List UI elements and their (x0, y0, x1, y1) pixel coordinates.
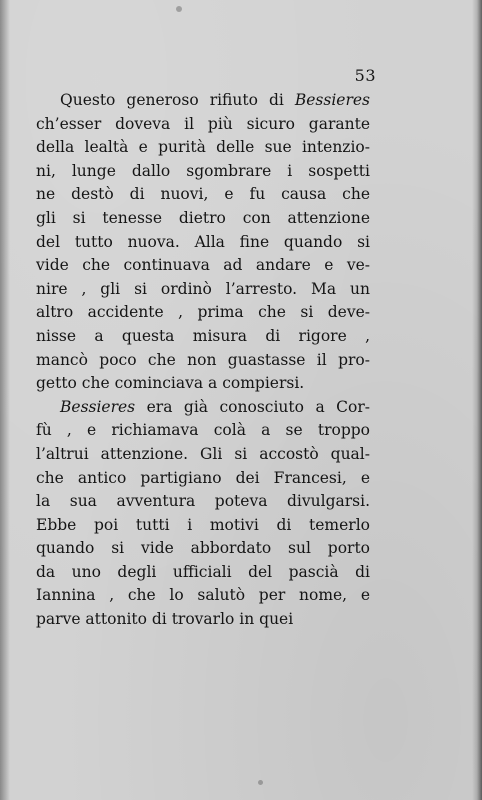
text-run: fù , e richiamava colà a se troppo (36, 421, 370, 440)
text-line (36, 467, 370, 491)
text-run: nire , gli si ordinò l’arresto. Ma un (36, 279, 370, 298)
text-line (36, 254, 370, 278)
body-text (36, 89, 370, 632)
text-line (36, 278, 370, 302)
text-line (36, 89, 370, 113)
text-run: ch’esser doveva il più sicuro garante (36, 114, 370, 133)
text-run: la sua avventura poteva divulgarsi. (36, 492, 370, 511)
text-run: gli si tenesse dietro con attenzione (36, 208, 370, 227)
text-line (36, 514, 370, 538)
page-gutter-shadow (0, 0, 10, 800)
page-edge-shadow (472, 0, 482, 800)
text-line (36, 325, 370, 349)
text-line (36, 584, 370, 608)
text-run: mancò poco che non guastasse il pro- (36, 350, 370, 369)
paper-blemish (176, 6, 182, 12)
text-line (36, 537, 370, 561)
text-run: era già conosciuto a Cor- (135, 397, 370, 416)
text-line (36, 396, 370, 420)
text-run: Questo generoso rifiuto di (60, 91, 295, 109)
text-line (36, 443, 370, 467)
page-number: 53 (354, 66, 376, 85)
text-run: getto che cominciava a compiersi. (36, 374, 305, 393)
paper-blemish (258, 780, 263, 785)
text-line (36, 160, 370, 184)
text-run: che antico partigiano dei Francesi, e (36, 468, 370, 487)
text-line (36, 419, 370, 443)
text-line (36, 136, 370, 160)
text-line (36, 608, 370, 632)
text-run: Ebbe poi tutti i motivi di temerlo (36, 515, 370, 534)
text-run: nisse a questa misura di rigore , (36, 326, 370, 345)
text-run: vide che continuava ad andare e ve- (36, 256, 370, 275)
text-run: l’altrui attenzione. Gli si accostò qual- (36, 444, 370, 463)
text-run: Iannina , che lo salutò per nome, e (36, 586, 370, 605)
text-run: quando si vide abbordato sul porto (36, 539, 370, 558)
italic-name: Bessieres (294, 91, 370, 109)
text-run: da uno degli ufficiali del pascià di (36, 562, 370, 581)
text-run: ne destò di nuovi, e fu causa che (36, 185, 370, 204)
text-line (36, 490, 370, 514)
text-line (36, 231, 370, 255)
text-run: del tutto nuova. Alla fine quando si (36, 232, 370, 251)
italic-name: Bessieres (60, 397, 136, 416)
text-line (36, 561, 370, 585)
text-line (36, 372, 370, 396)
text-line (36, 183, 370, 207)
text-line (36, 301, 370, 325)
text-run: altro accidente , prima che si deve- (36, 303, 370, 322)
text-line (36, 113, 370, 137)
text-run: ni, lunge dallo sgombrare i sospetti (36, 161, 370, 180)
text-run: parve attonito di trovarlo in quei (36, 610, 294, 629)
text-line (36, 207, 370, 231)
text-line (36, 349, 370, 373)
text-run: della lealtà e purità delle sue intenzio- (36, 138, 370, 157)
